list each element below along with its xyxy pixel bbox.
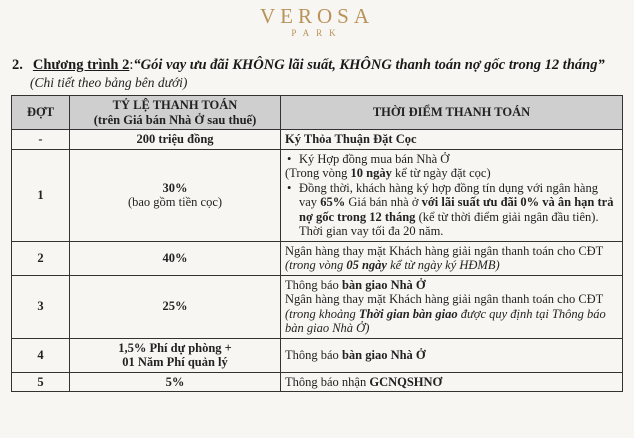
time-bold: GCNQSHNƠ (369, 374, 443, 389)
note-text: (trong khoảng (285, 306, 359, 321)
note-bold: 05 ngày (346, 258, 387, 272)
table-row (12, 149, 623, 241)
note-text: (Trong vòng (285, 166, 351, 180)
bullet-bold: với lãi suất ưu đãi 0% và ân hạn trả nợ gốc trong 12 tháng (299, 195, 614, 224)
program-description: “Gói vay ưu đãi KHÔNG lãi suất, KHÔNG thanh toán nợ gốc trong 12 tháng” (133, 57, 605, 73)
note-text: kể từ ngày đặt cọc) (391, 166, 491, 180)
header-time: THỜI ĐIỂM THANH TOÁN (281, 96, 623, 130)
section-number: 2. (12, 57, 23, 73)
time-bold: bàn giao Nhà Ở (341, 347, 426, 362)
rate-value: 30% (162, 180, 188, 195)
row-rate: 25% (70, 275, 281, 338)
logo-subtitle: PARK (291, 28, 343, 38)
header-phase: ĐỢT (12, 96, 70, 130)
brand-logo (0, 4, 634, 39)
table-row (12, 130, 623, 150)
time-line (285, 278, 618, 293)
time-bold: bàn giao Nhà Ở (341, 277, 426, 292)
bullet-bold: 65% (320, 195, 346, 209)
time-text: Thông báo (285, 277, 342, 292)
row-phase: 2 (12, 241, 70, 275)
row-rate: 5% (70, 372, 281, 392)
payment-schedule-table (11, 95, 623, 392)
rate-line: 01 Năm Phí quản lý (122, 355, 228, 369)
row-time (281, 149, 623, 241)
row-time (281, 275, 623, 338)
row-phase: 5 (12, 372, 70, 392)
row-time (281, 372, 623, 392)
row-rate (70, 149, 281, 241)
time-note (285, 258, 618, 273)
time-line: Ngân hàng thay mặt Khách hàng giải ngân thanh toán cho CĐT (285, 243, 604, 258)
section-subtitle: (Chi tiết theo bảng bên dưới) (30, 75, 188, 90)
row-rate: 40% (70, 241, 281, 275)
row-phase: 3 (12, 275, 70, 338)
program-title: Chương trình 2 (32, 57, 130, 73)
time-text: Thông báo (285, 347, 342, 362)
table-row (12, 241, 623, 275)
bullet-text: (kể từ thời điểm giải ngân đầu tiên). Thời gian vay tối đa 20 năm. (299, 209, 599, 238)
time-line: Ngân hàng thay mặt Khách hàng giải ngân thanh toán cho CĐT (285, 292, 604, 306)
bullet-text: Giá bán nhà ở (345, 195, 422, 209)
rate-line: 1,5% Phí dự phòng + (118, 340, 232, 355)
bullet-item: • Ký Hợp đồng mua bán Nhà Ở (285, 152, 618, 167)
row-time: Ký Thỏa Thuận Đặt Cọc (281, 130, 623, 150)
rate-note: (bao gồm tiền cọc) (127, 195, 223, 209)
section-heading (12, 57, 605, 74)
time-text: Thông báo nhận (285, 374, 370, 389)
note-bold: 10 ngày (350, 166, 392, 180)
header-rate-title: TỶ LỆ THANH TOÁN (112, 98, 238, 112)
header-rate-note: (trên Giá bán Nhà Ở sau thuế) (93, 112, 257, 127)
bullet-text: Đồng thời, khách hàng ký hợp đồng tín dụng với ngân hàng vay (299, 180, 598, 209)
logo-wordmark: VEROSA (259, 4, 374, 28)
header-rate (70, 96, 281, 130)
row-phase: 1 (12, 149, 70, 241)
row-rate (70, 338, 281, 372)
row-time (281, 241, 623, 275)
note-bold: Thời gian bàn giao (358, 306, 458, 321)
note-text: (trong vòng (285, 258, 347, 272)
table-row (12, 275, 623, 338)
time-note (285, 307, 618, 336)
table-row (12, 338, 623, 372)
row-rate: 200 triệu đồng (70, 130, 281, 150)
row-phase: - (12, 130, 70, 150)
table-header-row (12, 96, 623, 130)
bullet-note (285, 166, 618, 181)
row-time (281, 338, 623, 372)
row-phase: 4 (12, 338, 70, 372)
note-text: kể từ ngày ký HĐMB) (386, 258, 500, 272)
heading-colon: : (129, 57, 134, 73)
table-row (12, 372, 623, 392)
note-text: được quy định tại Thông báo bàn giao Nhà Ở) (285, 306, 606, 335)
bullet-item (285, 181, 618, 239)
